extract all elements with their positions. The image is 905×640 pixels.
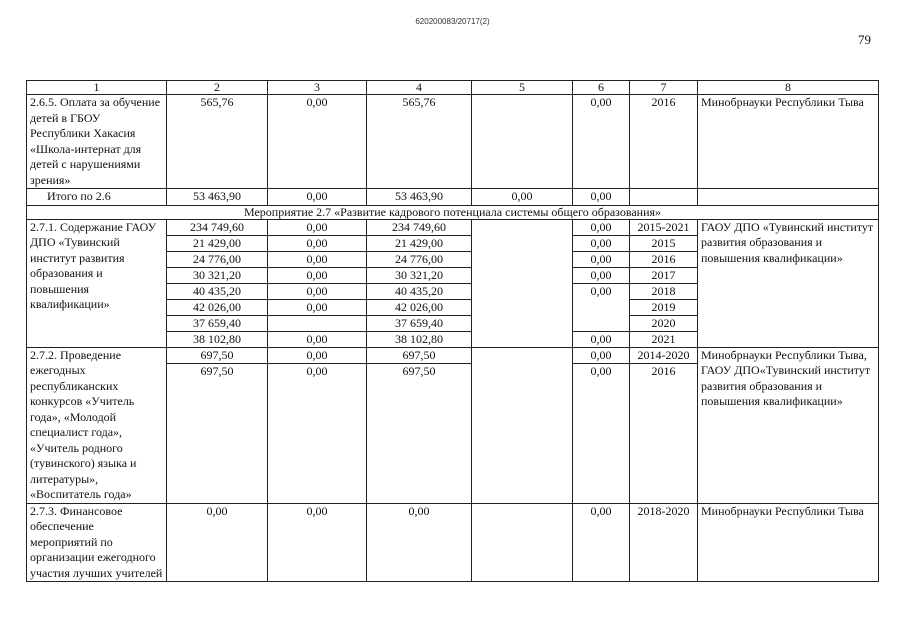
- cell-stack: [268, 347, 367, 503]
- cell-stack: [367, 219, 472, 347]
- cell-value: 697,50: [200, 363, 234, 378]
- activity-name: 2.7.2. Проведение ежегодных республиканских конкурсов «Учитель года», «Молодой специалист года», «Учитель родного (тувинского) языка и литературы», «Воспитатель года»: [27, 347, 167, 503]
- cell-value: 0,00: [573, 348, 629, 364]
- cell-value: [573, 299, 629, 315]
- cell-year: 2020: [630, 315, 697, 331]
- cell-value: 0,00: [573, 220, 629, 236]
- cell-value: 565,76: [167, 95, 268, 189]
- cell-year: 2015-2021: [630, 220, 697, 236]
- cell-value: 38 102,80: [395, 331, 443, 346]
- column-header: 8: [698, 81, 879, 95]
- cell-value: 234 749,60: [167, 220, 267, 236]
- cell-value: 697,50: [402, 363, 436, 378]
- table-row: [27, 95, 879, 189]
- cell-value: 0,00: [573, 267, 629, 283]
- cell-value: 0,00: [306, 331, 328, 346]
- cell-value: 234 749,60: [367, 220, 471, 236]
- cell-value: 0,00: [573, 503, 630, 582]
- cell-value: [472, 503, 573, 582]
- cell-value: 0,00: [268, 235, 366, 251]
- cell-value: 0,00: [268, 251, 366, 267]
- section-title: Мероприятие 2.7 «Развитие кадрового потенциала системы общего образования»: [27, 205, 879, 219]
- cell-value: [573, 315, 629, 331]
- document-id: 620200083/20717(2): [415, 17, 490, 26]
- executor: Минобрнауки Республики Тыва, ГАОУ ДПО«Тувинский институт развития образования и повышения квалификации»: [698, 347, 879, 503]
- table-row: [27, 503, 879, 582]
- cell-stack: [630, 347, 698, 503]
- column-header: 1: [27, 81, 167, 95]
- cell-value: 24 776,00: [167, 251, 267, 267]
- cell-stack: [573, 347, 630, 503]
- cell-value: [472, 95, 573, 189]
- cell-stack: [167, 347, 268, 503]
- cell-value: 0,00: [268, 283, 366, 299]
- executor: Минобрнауки Республики Тыва: [698, 503, 879, 582]
- cell-year: 2016: [651, 363, 676, 378]
- cell-value: 0,00: [590, 283, 612, 298]
- column-header: 6: [573, 81, 630, 95]
- cell-empty: [472, 347, 573, 503]
- cell-value: 0,00: [367, 503, 472, 582]
- executor: Минобрнауки Республики Тыва: [698, 95, 879, 189]
- cell-stack: [268, 219, 367, 347]
- column-header: 4: [367, 81, 472, 95]
- cell-year: 2017: [630, 267, 697, 283]
- cell-value: 0,00: [306, 363, 328, 378]
- column-header: 3: [268, 81, 367, 95]
- total-label: Итого по 2.6: [27, 189, 167, 206]
- activity-name: 2.6.5. Оплата за обучение детей в ГБОУ Республики Хакасия «Школа-интернат для детей с нарушениями зрения»: [27, 95, 167, 189]
- cell-value: 0,00: [573, 235, 629, 251]
- cell-value: 0,00: [268, 503, 367, 582]
- cell-value: 0,00: [268, 95, 367, 189]
- cell-stack: [630, 219, 698, 347]
- executor: ГАОУ ДПО «Тувинский институт развития образования и повышения квалификации»: [698, 219, 879, 347]
- cell-value: 53 463,90: [167, 189, 268, 206]
- activity-name: 2.7.1. Содержание ГАОУ ДПО «Тувинский институт развития образования и повышения квалификации»: [27, 219, 167, 347]
- cell-year: 2016: [630, 251, 697, 267]
- cell-empty: [472, 219, 573, 347]
- cell-value: 42 026,00: [367, 299, 471, 315]
- cell-value: 0,00: [268, 267, 366, 283]
- cell-value: 0,00: [590, 331, 612, 346]
- cell-year: 2021: [651, 331, 676, 346]
- cell-value: 0,00: [472, 189, 573, 206]
- column-header: 2: [167, 81, 268, 95]
- page-number: 79: [858, 32, 871, 47]
- column-header: 5: [472, 81, 573, 95]
- table-row: [27, 219, 879, 347]
- cell-value: 697,50: [367, 348, 471, 364]
- cell-value: 40 435,20: [367, 283, 471, 299]
- cell-value: 37 659,40: [367, 315, 471, 331]
- cell-value: 697,50: [167, 348, 267, 364]
- cell-value: 0,00: [573, 251, 629, 267]
- cell-year: 2019: [630, 299, 697, 315]
- table-row: [27, 347, 879, 503]
- column-number-row: [27, 81, 879, 95]
- section-row: [27, 205, 879, 219]
- cell-value: 21 429,00: [167, 235, 267, 251]
- total-row: [27, 189, 879, 206]
- cell-value: 30 321,20: [167, 267, 267, 283]
- cell-stack: [367, 347, 472, 503]
- cell-empty: [698, 189, 879, 206]
- cell-value: 0,00: [268, 348, 366, 364]
- cell-value: 42 026,00: [167, 299, 267, 315]
- cell-value: 21 429,00: [367, 235, 471, 251]
- cell-value: 24 776,00: [367, 251, 471, 267]
- cell-year: 2015: [630, 235, 697, 251]
- cell-value: 0,00: [268, 189, 367, 206]
- cell-value: 40 435,20: [167, 283, 267, 299]
- cell-stack: [573, 219, 630, 347]
- cell-value: 53 463,90: [367, 189, 472, 206]
- cell-value: 0,00: [268, 299, 366, 315]
- cell-value: 38 102,80: [193, 331, 241, 346]
- cell-year: 2018-2020: [630, 503, 698, 582]
- cell-value: 0,00: [573, 95, 630, 189]
- cell-value: 0,00: [268, 220, 366, 236]
- cell-stack: [167, 219, 268, 347]
- cell-value: [268, 315, 366, 331]
- column-header: 7: [630, 81, 698, 95]
- cell-value: 565,76: [367, 95, 472, 189]
- cell-value: 0,00: [590, 363, 612, 378]
- cell-year: 2016: [630, 95, 698, 189]
- cell-year: 2018: [630, 283, 697, 299]
- activity-name: 2.7.3. Финансовое обеспечение мероприятий по организации ежегодного участия лучших учителей: [27, 503, 167, 582]
- cell-year: 2014-2020: [630, 348, 697, 364]
- cell-value: 0,00: [167, 503, 268, 582]
- cell-empty: [630, 189, 698, 206]
- cell-value: 30 321,20: [367, 267, 471, 283]
- cell-value: 37 659,40: [167, 315, 267, 331]
- budget-table: [26, 80, 879, 582]
- cell-value: 0,00: [573, 189, 630, 206]
